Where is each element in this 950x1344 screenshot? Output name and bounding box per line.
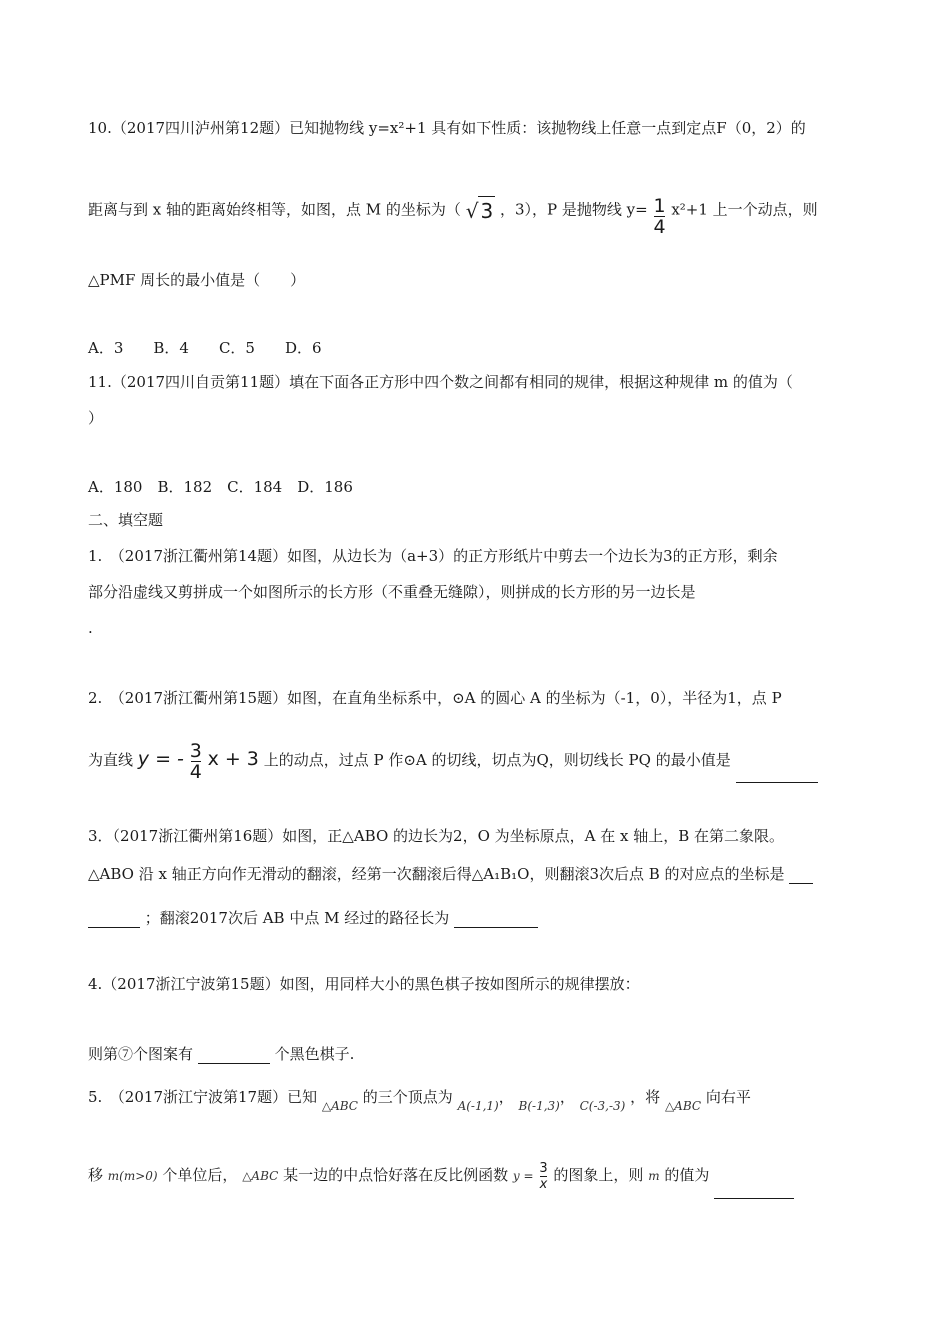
answer-blank bbox=[736, 766, 818, 783]
f5-line1-c: ，将 bbox=[630, 1088, 661, 1106]
f5-line2-b: 个单位后， bbox=[162, 1166, 238, 1184]
q10-line1: 10.（2017四川泸州第12题）已知抛物线 y=x²+1 具有如下性质：该抛物线上任意一点到定点F（0，2）的 bbox=[88, 119, 806, 137]
equation-y: y = - bbox=[137, 748, 184, 770]
q10-line2-c: x²+1 上一个动点，则 bbox=[671, 200, 818, 219]
triangle-abc: △ABC bbox=[664, 1099, 702, 1113]
f5-line1-d: 向右平 bbox=[705, 1088, 751, 1106]
m-symbol: m bbox=[648, 1169, 660, 1183]
q10-line2-b: ，3），P 是抛物线 y= bbox=[499, 200, 648, 219]
answer-blank bbox=[789, 867, 813, 884]
function-y: y = bbox=[512, 1169, 534, 1183]
sqrt-expression: √ 3 bbox=[466, 196, 495, 225]
f5-line1: 5. （2017浙江宁波第17题）已知 $_{\triangle ABC}$ 的三个顶点为 $_{A(-1,1)}$， $_{B(-1,3)}$， $_{C(-3,-3)}$ ，将 $_{\triangle ABC}$ 向右平 bbox=[88, 1088, 751, 1113]
f2-line2-b: 上的动点，过点 P 作⊙A 的切线，切点为Q，则切线长 PQ 的最小值是 bbox=[263, 751, 731, 769]
equation-rest: x + 3 bbox=[207, 748, 259, 770]
q11-line1: 11.（2017四川自贡第11题）填在下面各正方形中四个数之间都有相同的规律，根据这种规律 m 的值为（ bbox=[88, 373, 793, 391]
m-condition: m(m>0) bbox=[107, 1169, 158, 1183]
f5-line2-c: 某一边的中点恰好落在反比例函数 bbox=[283, 1166, 509, 1184]
f1-line1: 1. （2017浙江衢州第14题）如图，从边长为（a+3）的正方形纸片中剪去一个边长为3的正方形，剩余 bbox=[88, 547, 778, 565]
f3-line2 bbox=[88, 864, 813, 884]
f4-line1: 4.（2017浙江宁波第15题）如图，用同样大小的黑色棋子按如图所示的规律摆放： bbox=[88, 975, 640, 993]
answer-blank bbox=[714, 1168, 794, 1199]
f2-line1: 2. （2017浙江衢州第15题）如图，在直角坐标系中，⊙A 的圆心 A 的坐标为（-1，0），半径为1，点 P bbox=[88, 689, 782, 707]
f3-line3-text: ；翻滚2017次后 AB 中点 M 经过的路径长为 bbox=[144, 909, 450, 927]
q11-options: A．180 B．182 C．184 D．186 bbox=[88, 478, 353, 496]
point-b: B(-1,3) bbox=[518, 1099, 560, 1113]
f5-line1-b: 的三个顶点为 bbox=[362, 1088, 453, 1106]
f1-line2: 部分沿虚线又剪拼成一个如图所示的长方形（不重叠无缝隙），则拼成的长方形的另一边长是 bbox=[88, 583, 696, 601]
f2-line2 bbox=[88, 736, 818, 783]
q10-line2 bbox=[88, 190, 818, 238]
f5-line2-e: 的值为 bbox=[664, 1166, 710, 1184]
fraction-one-quarter: $\frac{1}{4}$ bbox=[653, 195, 666, 238]
q10-options: A．3 B．4 C．5 D．6 bbox=[88, 339, 322, 357]
triangle-abc: △ABC bbox=[242, 1169, 279, 1183]
f3-line1: 3．（2017浙江衢州第16题）如图，正△ABO 的边长为2，O 为坐标原点，A 在 x 轴上，B 在第二象限。 bbox=[88, 827, 785, 845]
section-heading: 二、填空题 bbox=[88, 511, 164, 529]
fraction-three-quarters: $\frac{3}{4}$ bbox=[189, 739, 202, 783]
answer-blank bbox=[88, 911, 140, 928]
f5-line2 bbox=[88, 1152, 794, 1199]
f2-line2-a: 为直线 bbox=[88, 751, 134, 769]
f5-line1-a: 5. （2017浙江宁波第17题）已知 bbox=[88, 1088, 318, 1106]
f3-line3 bbox=[88, 908, 538, 928]
point-c: C(-3,-3) bbox=[579, 1099, 626, 1113]
f5-line2-d: 的图象上，则 bbox=[553, 1166, 644, 1184]
triangle-abc: △ABC bbox=[321, 1099, 358, 1113]
answer-blank bbox=[454, 911, 538, 928]
q10-line2-a: 距离与到 x 轴的距离始终相等，如图，点 M 的坐标为（ bbox=[88, 200, 461, 219]
f4-line2-b: 个黑色棋子. bbox=[274, 1045, 355, 1063]
f3-line2-text: △ABO 沿 x 轴正方向作无滑动的翻滚，经第一次翻滚后得△A₁B₁O，则翻滚3次后点 B 的对应点的坐标是 bbox=[88, 865, 785, 883]
point-a: A(-1,1) bbox=[457, 1099, 499, 1113]
f4-line2 bbox=[88, 1044, 354, 1064]
f1-line3: . bbox=[88, 619, 93, 637]
q10-line3: △PMF 周长的最小值是（ ） bbox=[88, 271, 306, 289]
answer-blank bbox=[198, 1047, 270, 1064]
q11-line2: ） bbox=[88, 409, 104, 427]
f5-line2-a: 移 bbox=[88, 1166, 104, 1184]
fraction-three-over-x: $\frac{3}{x}$ bbox=[539, 1160, 548, 1192]
f4-line2-a: 则第⑦个图案有 bbox=[88, 1045, 194, 1063]
